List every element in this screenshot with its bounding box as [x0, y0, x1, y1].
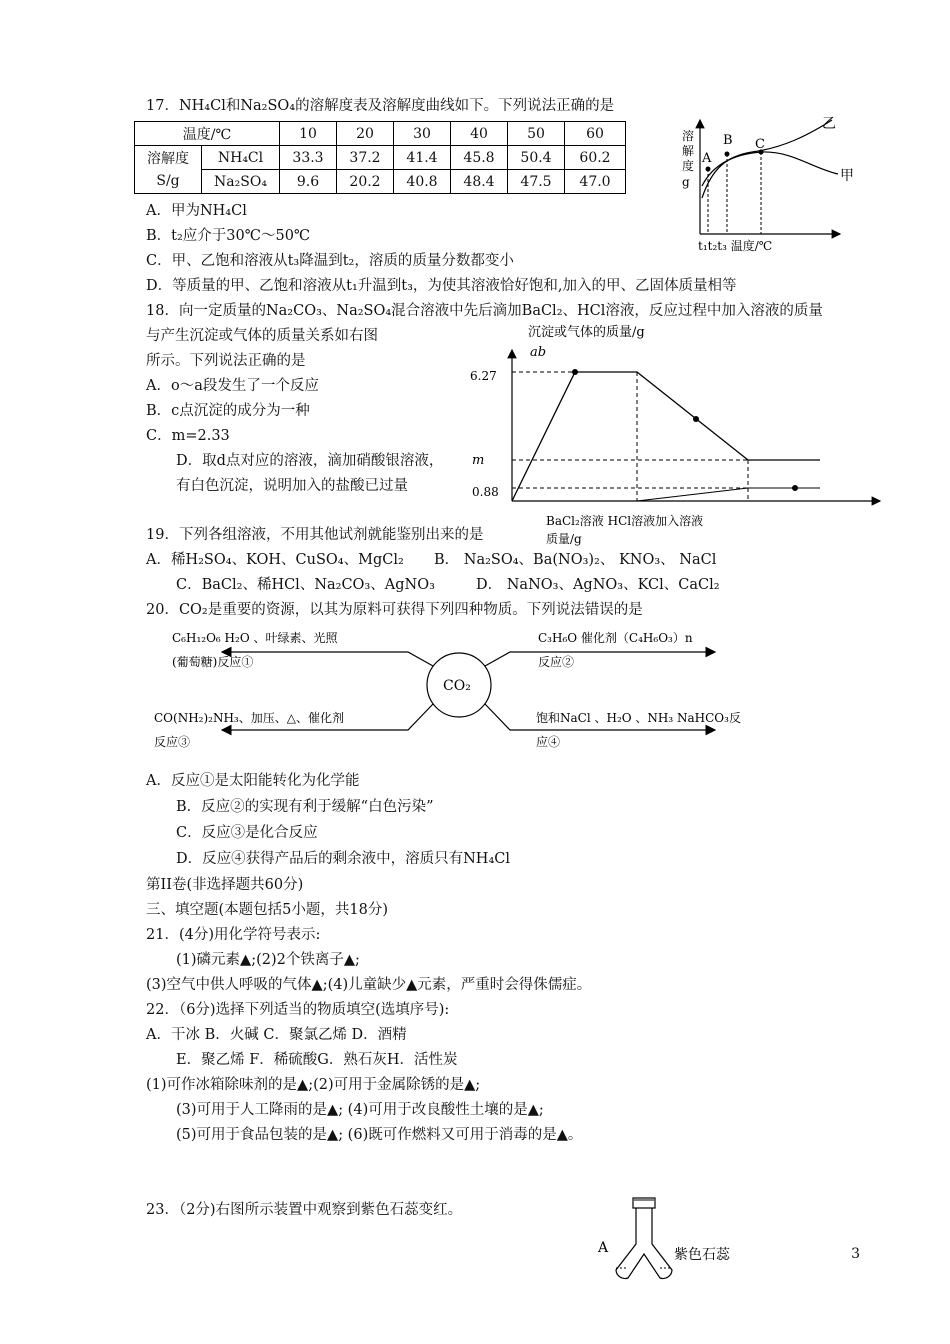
q20-option-b: B．反应②的实现有利于缓解“白色污染” — [176, 799, 434, 815]
co2-label: CO₂ — [443, 678, 471, 694]
table-cell: 40.8 — [394, 170, 451, 194]
y-tube-apparatus — [592, 1192, 752, 1292]
table-temp: 40 — [451, 122, 508, 146]
graph-ab-label: ab — [530, 345, 547, 360]
solubility-curve-figure — [672, 106, 872, 256]
table-cell: 37.2 — [337, 146, 394, 170]
q18-option-a: A．o～a段发生了一个反应 — [146, 378, 319, 394]
curve-point-a — [706, 167, 711, 172]
graph-gas-line — [637, 488, 820, 501]
curve-label-jia: 甲 — [840, 168, 854, 184]
r1-bottom: (葡萄糖)反应① — [172, 655, 254, 669]
table-cell: 48.4 — [451, 170, 508, 194]
curve-jia — [702, 152, 838, 186]
q17-option-a: A．甲为NH₄Cl — [146, 203, 247, 219]
q20-option-d: D．反应④获得产品后的剩余液中，溶质只有NH₄Cl — [176, 851, 511, 867]
q22-choices-1: A．干冰 B．火碱 C．聚氯乙烯 D．酒精 — [146, 1027, 407, 1043]
r3-top: CO(NH₂)₂NH₃、加压、△、催化剂 — [154, 711, 344, 725]
graph-point-d — [792, 485, 798, 491]
r4-bottom: 应④ — [536, 735, 561, 749]
table-temp: 60 — [565, 122, 626, 146]
solubility-table — [134, 121, 626, 194]
q19-option-c: C．BaCl₂、稀HCl、Na₂CO₃、AgNO₃ — [176, 577, 435, 593]
q18-option-d-cont: 有白色沉淀，说明加入的盐酸已过量 — [176, 478, 408, 494]
q22-line-3: (5)可用于食品包装的是▲; (6)既可作燃料又可用于消毒的是▲。 — [176, 1127, 583, 1143]
part2-title: 第II卷(非选择题共60分) — [146, 877, 304, 893]
table-row-group-label: 溶解度 — [147, 150, 189, 167]
r2-bottom: 反应② — [538, 655, 575, 669]
q18-option-d: D．取d点对应的溶液，滴加硝酸银溶液， — [176, 453, 444, 469]
tube-label-litmus: 紫色石蕊 — [674, 1247, 730, 1263]
arrow-reaction-2 — [485, 652, 715, 666]
q19-option-b: B． Na₂SO₄、Ba(NO₃)₂、 KNO₃、 NaCl — [434, 552, 717, 568]
section3-title: 三、填空题(本题包括5小题，共18分) — [146, 902, 388, 918]
q17-option-c: C．甲、乙饱和溶液从t₃降温到t₂，溶质的质量分数都变小 — [146, 253, 514, 269]
graph-point-c — [693, 416, 699, 422]
r4-top: 饱和NaCl 、H₂O 、NH₃ NaHCO₃反 — [536, 711, 741, 725]
arrow-reaction-1 — [222, 652, 433, 666]
q18-stem-2: 与产生沉淀或气体的质量关系如右图 — [146, 328, 378, 344]
q22-stem: 22．（6分)选择下列适当的物质填空(选填序号): — [146, 1002, 450, 1018]
table-cell: 50.4 — [508, 146, 565, 170]
curve-label-yi: 乙 — [822, 116, 836, 132]
graph-y-title: 沉淀或气体的质量/g — [528, 325, 645, 340]
curve-point-b — [725, 152, 730, 157]
curve-y-label: 解 — [682, 144, 695, 158]
curve-yi — [702, 120, 832, 198]
q17-option-d: D．等质量的甲、乙饱和溶液从t₁升温到t₃，为使其溶液恰好饱和,加入的甲、乙固体质量相等 — [146, 278, 737, 294]
table-cell: 20.2 — [337, 170, 394, 194]
table-temp: 10 — [280, 122, 337, 146]
table-row-name: Na₂SO₄ — [202, 170, 280, 194]
table-temp: 30 — [394, 122, 451, 146]
table-cell: 45.8 — [451, 146, 508, 170]
q21-stem: 21．(4分)用化学符号表示: — [146, 927, 321, 943]
q18-option-b: B．c点沉淀的成分为一种 — [146, 403, 310, 419]
q18-stem-3: 所示。下列说法正确的是 — [146, 353, 306, 369]
curve-x-label: t₁t₂t₃ 温度/℃ — [698, 239, 773, 253]
r2-top: C₃H₆O 催化剂（C₄H₆O₃）n — [538, 631, 693, 645]
table-row-group-unit: S/g — [156, 172, 180, 189]
q18-stem-1: 18．向一定质量的Na₂CO₃、Na₂SO₄混合溶液中先后滴加BaCl₂、HCl溶液，反应过程中加入溶液的质量 — [146, 303, 823, 319]
page-number: 3 — [851, 1246, 860, 1262]
precipitate-graph — [460, 320, 890, 550]
q22-line-1: (1)可作冰箱除味剂的是▲;(2)可用于金属除锈的是▲; — [146, 1077, 481, 1093]
graph-precipitate-line — [512, 372, 820, 501]
graph-m-label: m — [472, 453, 485, 468]
graph-point-a — [572, 369, 578, 375]
curve-y-label: g — [682, 175, 690, 189]
table-temp: 20 — [337, 122, 394, 146]
curve-label-c: C — [755, 137, 765, 152]
table-cell: 47.5 — [508, 170, 565, 194]
table-cell: 41.4 — [394, 146, 451, 170]
table-cell: 33.3 — [280, 146, 337, 170]
graph-tick-627: 6.27 — [470, 369, 497, 383]
graph-tick-088: 0.88 — [472, 485, 499, 499]
curve-label-a: A — [702, 151, 712, 166]
q22-line-2: (3)可用于人工降雨的是▲; (4)可用于改良酸性土壤的是▲; — [176, 1102, 544, 1118]
co2-diagram — [150, 622, 790, 752]
q19-option-a: A．稀H₂SO₄、KOH、CuSO₄、MgCl₂ — [146, 552, 404, 568]
q21-line-2: (3)空气中供人呼吸的气体▲;(4)儿童缺少▲元素，严重时会得侏儒症。 — [146, 977, 592, 993]
graph-x-title: BaCl₂溶液 HCl溶液加入溶液 — [546, 514, 704, 528]
q19-stem: 19．下列各组溶液，不用其他试剂就能鉴别出来的是 — [146, 527, 484, 543]
table-temp: 50 — [508, 122, 565, 146]
table-cell: 9.6 — [280, 170, 337, 194]
curve-label-b: B — [723, 133, 733, 148]
tube-label-a: A — [598, 1240, 609, 1256]
q17-stem: 17．NH₄Cl和Na₂SO₄的溶解度表及溶解度曲线如下。下列说法正确的是 — [146, 98, 615, 114]
table-row-group — [135, 146, 202, 194]
curve-y-label: 溶 — [682, 129, 695, 143]
table-cell: 60.2 — [565, 146, 626, 170]
q23-stem: 23．（2分)右图所示装置中观察到紫色石蕊变红。 — [146, 1202, 463, 1218]
q21-line-1: (1)磷元素▲;(2)2个铁离子▲; — [176, 952, 360, 968]
q18-option-c: C．m=2.33 — [146, 428, 230, 444]
q20-option-c: C．反应③是化合反应 — [176, 825, 318, 841]
table-cell: 47.0 — [565, 170, 626, 194]
r3-bottom: 反应③ — [154, 735, 191, 749]
table-row-name: NH₄Cl — [202, 146, 280, 170]
q20-option-a: A．反应①是太阳能转化为化学能 — [146, 773, 360, 789]
q19-option-d: D． NaNO₃、AgNO₃、KCl、CaCl₂ — [476, 577, 720, 593]
graph-x-title-unit: 质量/g — [546, 532, 582, 546]
table-header-temp: 温度/℃ — [135, 122, 280, 146]
r1-top: C₆H₁₂O₆ H₂O 、叶绿素、光照 — [172, 631, 338, 645]
q22-choices-2: E．聚乙烯 F．稀硫酸G．熟石灰H．活性炭 — [176, 1052, 458, 1068]
q20-stem: 20．CO₂是重要的资源，以其为原料可获得下列四种物质。下列说法错误的是 — [146, 602, 643, 618]
q17-option-b: B．t₂应介于30℃～50℃ — [146, 228, 311, 244]
curve-y-label: 度 — [682, 159, 695, 173]
